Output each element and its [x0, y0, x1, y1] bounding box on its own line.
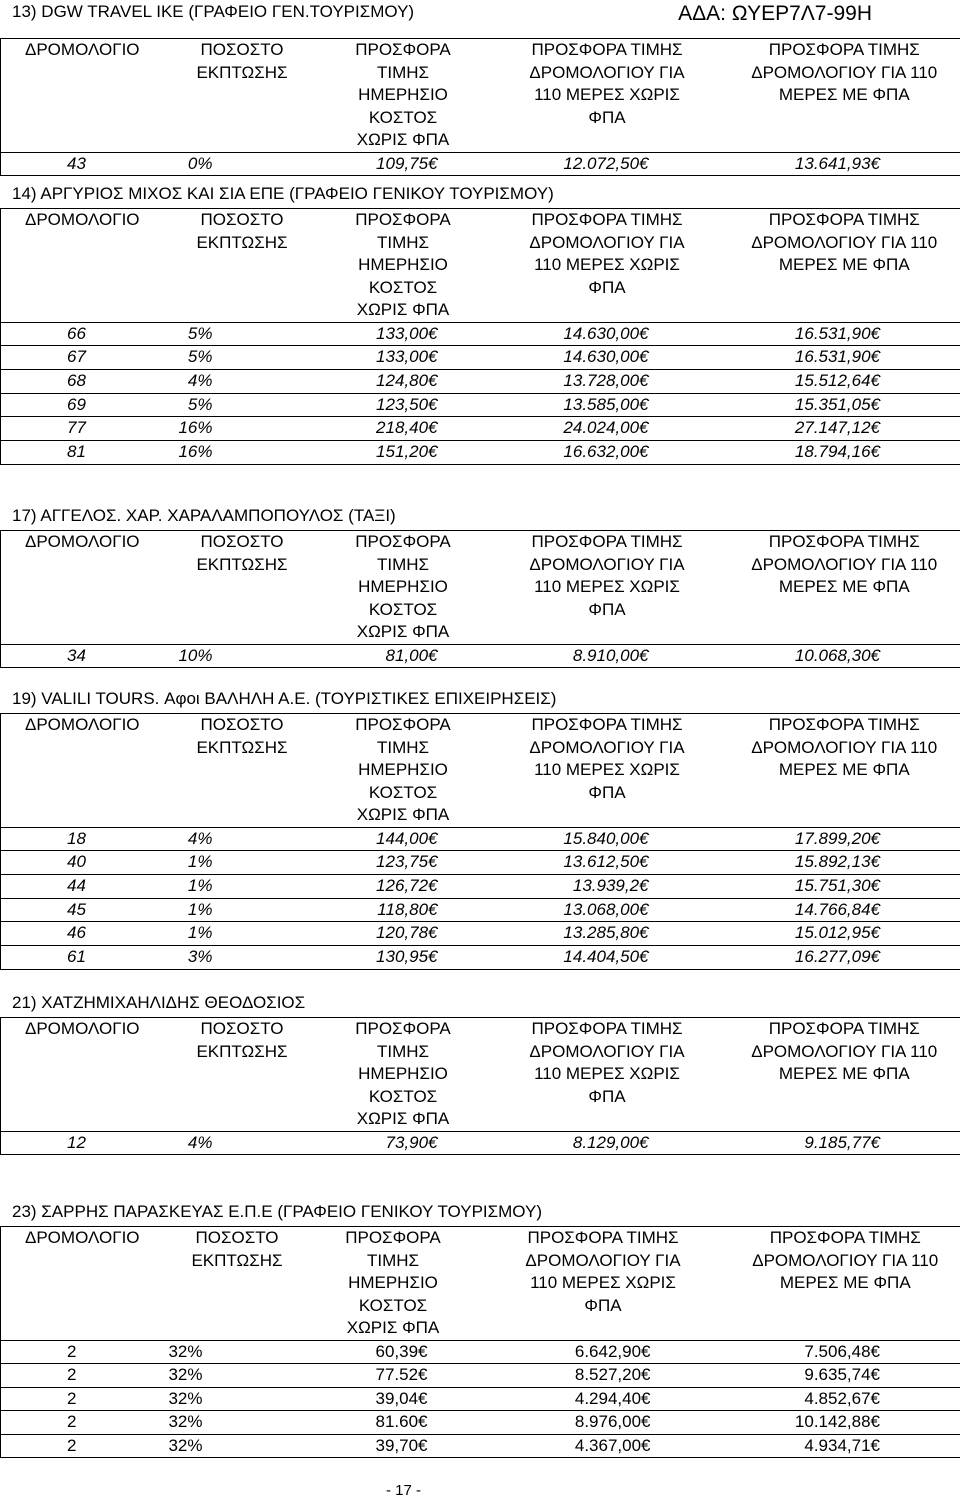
table-cell: 126,72€ — [321, 874, 486, 898]
page-title: 13) DGW TRAVEL IKE (ΓΡΑΦΕΙΟ ΓΕΝ.ΤΟΥΡΙΣΜΟΥ) — [12, 2, 415, 21]
table-cell: 133,00€ — [321, 322, 486, 346]
page-number: - 17 - — [386, 1482, 422, 1499]
table-cell: 4.934,71€ — [731, 1434, 960, 1458]
table-cell: 5% — [164, 393, 321, 417]
table-cell: 69 — [1, 393, 164, 417]
column-header-2: ΠΟΣΟΣΤΟ ΕΚΠΤΩΣΗΣ — [164, 531, 321, 645]
table-cell: 10.068,30€ — [729, 644, 960, 668]
column-header-1: ΔΡΟΜΟΛΟΓΙΟ — [1, 209, 164, 323]
table-cell: 10.142,88€ — [731, 1411, 960, 1435]
table-row — [1, 1411, 960, 1435]
column-header-3: ΠΡΟΣΦΟΡΑ ΤΙΜΗΣ ΗΜΕΡΗΣΙΟ ΚΟΣΤΟΣ ΧΩΡΙΣ ΦΠΑ — [321, 531, 486, 645]
column-header-1: ΔΡΟΜΟΛΟΓΙΟ — [1, 531, 164, 645]
column-header-1: ΔΡΟΜΟΛΟΓΙΟ — [1, 714, 164, 828]
table-cell: 39,04€ — [311, 1387, 476, 1411]
table-cell: 130,95€ — [321, 945, 486, 969]
table-cell: 13.068,00€ — [486, 898, 729, 922]
section-title: 17) ΑΓΓΕΛΟΣ. ΧΑΡ. ΧΑΡΑΛΑΜΠΟΠΟΥΛΟΣ (ΤΑΞΙ) — [12, 506, 396, 525]
table-cell: 13.612,50€ — [486, 851, 729, 875]
table-cell: 68 — [1, 369, 164, 393]
table-cell: 9.635,74€ — [731, 1364, 960, 1388]
table-cell: 60,39€ — [311, 1340, 476, 1364]
table-header-row — [1, 1018, 960, 1132]
table-cell: 2 — [1, 1364, 164, 1388]
section-title: 21) ΧΑΤΖΗΜΙΧΑΗΛΙΔΗΣ ΘΕΟΔΟΣΙΟΣ — [12, 993, 306, 1012]
table-cell: 18 — [1, 827, 164, 851]
table-cell: 8.976,00€ — [476, 1411, 731, 1435]
table-cell: 1% — [164, 874, 321, 898]
column-header-4: ΠΡΟΣΦΟΡΑ ΤΙΜΗΣ ΔΡΟΜΟΛΟΓΙΟΥ ΓΙΑ 110 ΜΕΡΕΣ ΧΩΡΙΣ ΦΠΑ — [486, 39, 729, 153]
offer-table — [0, 1017, 960, 1155]
table-cell: 133,00€ — [321, 346, 486, 370]
table-row — [1, 945, 960, 969]
table-cell: 32% — [164, 1364, 311, 1388]
table-cell: 81.60€ — [311, 1411, 476, 1435]
table-cell: 2 — [1, 1434, 164, 1458]
table-cell: 4% — [164, 827, 321, 851]
table-cell: 4% — [164, 1131, 321, 1155]
table-cell: 27.147,12€ — [729, 417, 960, 441]
table-cell: 4.294,40€ — [476, 1387, 731, 1411]
table-header-row — [1, 714, 960, 828]
table-cell: 77.52€ — [311, 1364, 476, 1388]
table-cell: 16.531,90€ — [729, 346, 960, 370]
table-cell: 120,78€ — [321, 922, 486, 946]
table-row — [1, 1387, 960, 1411]
table-cell: 73,90€ — [321, 1131, 486, 1155]
column-header-4: ΠΡΟΣΦΟΡΑ ΤΙΜΗΣ ΔΡΟΜΟΛΟΓΙΟΥ ΓΙΑ 110 ΜΕΡΕΣ ΧΩΡΙΣ ΦΠΑ — [486, 209, 729, 323]
table-row — [1, 874, 960, 898]
table-cell: 32% — [164, 1411, 311, 1435]
table-cell: 144,00€ — [321, 827, 486, 851]
column-header-5: ΠΡΟΣΦΟΡΑ ΤΙΜΗΣ ΔΡΟΜΟΛΟΓΙΟΥ ΓΙΑ 110 ΜΕΡΕΣ ΜΕ ΦΠΑ — [729, 714, 960, 828]
column-header-4: ΠΡΟΣΦΟΡΑ ΤΙΜΗΣ ΔΡΟΜΟΛΟΓΙΟΥ ΓΙΑ 110 ΜΕΡΕΣ ΧΩΡΙΣ ΦΠΑ — [486, 1018, 729, 1132]
table-cell: 0% — [164, 152, 321, 176]
table-row — [1, 417, 960, 441]
table-cell: 43 — [1, 152, 164, 176]
table-row — [1, 1434, 960, 1458]
table-cell: 1% — [164, 898, 321, 922]
offer-table — [0, 1226, 960, 1458]
table-cell: 16.632,00€ — [486, 440, 729, 464]
table-row — [1, 851, 960, 875]
table-cell: 24.024,00€ — [486, 417, 729, 441]
table-cell: 16.531,90€ — [729, 322, 960, 346]
offer-table — [0, 530, 960, 668]
column-header-3: ΠΡΟΣΦΟΡΑ ΤΙΜΗΣ ΗΜΕΡΗΣΙΟ ΚΟΣΤΟΣ ΧΩΡΙΣ ΦΠΑ — [321, 714, 486, 828]
table-row — [1, 922, 960, 946]
table-cell: 67 — [1, 346, 164, 370]
table-cell: 123,50€ — [321, 393, 486, 417]
table-cell: 16% — [164, 440, 321, 464]
table-cell: 5% — [164, 346, 321, 370]
ada-code: ΑΔΑ: ΩΥΕΡ7Λ7-99Η — [678, 2, 872, 25]
table-cell: 2 — [1, 1387, 164, 1411]
section-title: 23) ΣΑΡΡΗΣ ΠΑΡΑΣΚΕΥΑΣ Ε.Π.Ε (ΓΡΑΦΕΙΟ ΓΕΝΙΚΟΥ ΤΟΥΡΙΣΜΟΥ) — [12, 1202, 542, 1221]
column-header-5: ΠΡΟΣΦΟΡΑ ΤΙΜΗΣ ΔΡΟΜΟΛΟΓΙΟΥ ΓΙΑ 110 ΜΕΡΕΣ ΜΕ ΦΠΑ — [731, 1227, 960, 1341]
table-cell: 6.642,90€ — [476, 1340, 731, 1364]
table-header-row — [1, 1227, 960, 1341]
table-cell: 123,75€ — [321, 851, 486, 875]
table-cell: 66 — [1, 322, 164, 346]
column-header-2: ΠΟΣΟΣΤΟ ΕΚΠΤΩΣΗΣ — [164, 714, 321, 828]
column-header-3: ΠΡΟΣΦΟΡΑ ΤΙΜΗΣ ΗΜΕΡΗΣΙΟ ΚΟΣΤΟΣ ΧΩΡΙΣ ΦΠΑ — [321, 39, 486, 153]
table-cell: 8.910,00€ — [486, 644, 729, 668]
table-cell: 2 — [1, 1411, 164, 1435]
table-cell: 45 — [1, 898, 164, 922]
column-header-5: ΠΡΟΣΦΟΡΑ ΤΙΜΗΣ ΔΡΟΜΟΛΟΓΙΟΥ ΓΙΑ 110 ΜΕΡΕΣ ΜΕ ΦΠΑ — [729, 1018, 960, 1132]
table-cell: 39,70€ — [311, 1434, 476, 1458]
table-cell: 9.185,77€ — [729, 1131, 960, 1155]
column-header-4: ΠΡΟΣΦΟΡΑ ΤΙΜΗΣ ΔΡΟΜΟΛΟΓΙΟΥ ΓΙΑ 110 ΜΕΡΕΣ ΧΩΡΙΣ ΦΠΑ — [476, 1227, 731, 1341]
table-cell: 13.285,80€ — [486, 922, 729, 946]
table-cell: 4.852,67€ — [731, 1387, 960, 1411]
column-header-5: ΠΡΟΣΦΟΡΑ ΤΙΜΗΣ ΔΡΟΜΟΛΟΓΙΟΥ ΓΙΑ 110 ΜΕΡΕΣ ΜΕ ΦΠΑ — [729, 531, 960, 645]
table-cell: 46 — [1, 922, 164, 946]
table-cell: 61 — [1, 945, 164, 969]
table-cell: 5% — [164, 322, 321, 346]
table-row — [1, 827, 960, 851]
table-cell: 13.585,00€ — [486, 393, 729, 417]
column-header-1: ΔΡΟΜΟΛΟΓΙΟ — [1, 1018, 164, 1132]
section-title: 19) VALILI TOURS. Αφοι ΒΑΛΗΛΗ Α.Ε. (ΤΟΥΡΙΣΤΙΚΕΣ ΕΠΙΧΕΙΡΗΣΕΙΣ) — [12, 689, 557, 708]
table-cell: 15.351,05€ — [729, 393, 960, 417]
table-cell: 2 — [1, 1340, 164, 1364]
table-cell: 18.794,16€ — [729, 440, 960, 464]
column-header-1: ΔΡΟΜΟΛΟΓΙΟ — [1, 39, 164, 153]
offer-table — [0, 38, 960, 176]
table-cell: 32% — [164, 1434, 311, 1458]
column-header-2: ΠΟΣΟΣΤΟ ΕΚΠΤΩΣΗΣ — [164, 39, 321, 153]
table-row — [1, 440, 960, 464]
table-cell: 4.367,00€ — [476, 1434, 731, 1458]
column-header-2: ΠΟΣΟΣΤΟ ΕΚΠΤΩΣΗΣ — [164, 1227, 311, 1341]
table-cell: 13.728,00€ — [486, 369, 729, 393]
table-cell: 218,40€ — [321, 417, 486, 441]
table-header-row — [1, 531, 960, 645]
column-header-3: ΠΡΟΣΦΟΡΑ ΤΙΜΗΣ ΗΜΕΡΗΣΙΟ ΚΟΣΤΟΣ ΧΩΡΙΣ ΦΠΑ — [321, 1018, 486, 1132]
offer-table — [0, 208, 960, 465]
table-row — [1, 1364, 960, 1388]
table-cell: 81 — [1, 440, 164, 464]
table-cell: 44 — [1, 874, 164, 898]
table-cell: 32% — [164, 1340, 311, 1364]
column-header-1: ΔΡΟΜΟΛΟΓΙΟ — [1, 1227, 164, 1341]
table-cell: 14.630,00€ — [486, 322, 729, 346]
section-title: 14) ΑΡΓΥΡΙΟΣ ΜΙΧΟΣ ΚΑΙ ΣΙΑ ΕΠΕ (ΓΡΑΦΕΙΟ ΓΕΝΙΚΟΥ ΤΟΥΡΙΣΜΟΥ) — [12, 184, 554, 203]
table-row — [1, 346, 960, 370]
column-header-5: ΠΡΟΣΦΟΡΑ ΤΙΜΗΣ ΔΡΟΜΟΛΟΓΙΟΥ ΓΙΑ 110 ΜΕΡΕΣ ΜΕ ΦΠΑ — [729, 209, 960, 323]
table-cell: 15.840,00€ — [486, 827, 729, 851]
column-header-3: ΠΡΟΣΦΟΡΑ ΤΙΜΗΣ ΗΜΕΡΗΣΙΟ ΚΟΣΤΟΣ ΧΩΡΙΣ ΦΠΑ — [311, 1227, 476, 1341]
table-cell: 17.899,20€ — [729, 827, 960, 851]
table-row — [1, 152, 960, 176]
table-cell: 77 — [1, 417, 164, 441]
table-cell: 15.892,13€ — [729, 851, 960, 875]
table-row — [1, 1131, 960, 1155]
table-cell: 8.129,00€ — [486, 1131, 729, 1155]
table-row — [1, 369, 960, 393]
table-header-row — [1, 39, 960, 153]
table-row — [1, 393, 960, 417]
table-cell: 34 — [1, 644, 164, 668]
table-cell: 14.766,84€ — [729, 898, 960, 922]
table-cell: 40 — [1, 851, 164, 875]
table-cell: 4% — [164, 369, 321, 393]
table-cell: 118,80€ — [321, 898, 486, 922]
table-cell: 7.506,48€ — [731, 1340, 960, 1364]
table-cell: 16.277,09€ — [729, 945, 960, 969]
table-cell: 14.630,00€ — [486, 346, 729, 370]
table-cell: 10% — [164, 644, 321, 668]
table-cell: 1% — [164, 851, 321, 875]
table-cell: 81,00€ — [321, 644, 486, 668]
table-cell: 14.404,50€ — [486, 945, 729, 969]
column-header-2: ΠΟΣΟΣΤΟ ΕΚΠΤΩΣΗΣ — [164, 1018, 321, 1132]
column-header-4: ΠΡΟΣΦΟΡΑ ΤΙΜΗΣ ΔΡΟΜΟΛΟΓΙΟΥ ΓΙΑ 110 ΜΕΡΕΣ ΧΩΡΙΣ ΦΠΑ — [486, 714, 729, 828]
table-header-row — [1, 209, 960, 323]
column-header-4: ΠΡΟΣΦΟΡΑ ΤΙΜΗΣ ΔΡΟΜΟΛΟΓΙΟΥ ΓΙΑ 110 ΜΕΡΕΣ ΧΩΡΙΣ ΦΠΑ — [486, 531, 729, 645]
table-cell: 13.939,2€ — [486, 874, 729, 898]
table-cell: 15.512,64€ — [729, 369, 960, 393]
table-row — [1, 898, 960, 922]
table-cell: 1% — [164, 922, 321, 946]
table-cell: 124,80€ — [321, 369, 486, 393]
column-header-2: ΠΟΣΟΣΤΟ ΕΚΠΤΩΣΗΣ — [164, 209, 321, 323]
table-row — [1, 1340, 960, 1364]
table-cell: 12 — [1, 1131, 164, 1155]
table-row — [1, 322, 960, 346]
table-cell: 15.751,30€ — [729, 874, 960, 898]
table-cell: 109,75€ — [321, 152, 486, 176]
table-cell: 13.641,93€ — [729, 152, 960, 176]
column-header-3: ΠΡΟΣΦΟΡΑ ΤΙΜΗΣ ΗΜΕΡΗΣΙΟ ΚΟΣΤΟΣ ΧΩΡΙΣ ΦΠΑ — [321, 209, 486, 323]
table-row — [1, 644, 960, 668]
table-cell: 151,20€ — [321, 440, 486, 464]
table-cell: 12.072,50€ — [486, 152, 729, 176]
table-cell: 3% — [164, 945, 321, 969]
table-cell: 32% — [164, 1387, 311, 1411]
offer-table — [0, 713, 960, 970]
table-cell: 15.012,95€ — [729, 922, 960, 946]
column-header-5: ΠΡΟΣΦΟΡΑ ΤΙΜΗΣ ΔΡΟΜΟΛΟΓΙΟΥ ΓΙΑ 110 ΜΕΡΕΣ ΜΕ ΦΠΑ — [729, 39, 960, 153]
table-cell: 16% — [164, 417, 321, 441]
table-cell: 8.527,20€ — [476, 1364, 731, 1388]
